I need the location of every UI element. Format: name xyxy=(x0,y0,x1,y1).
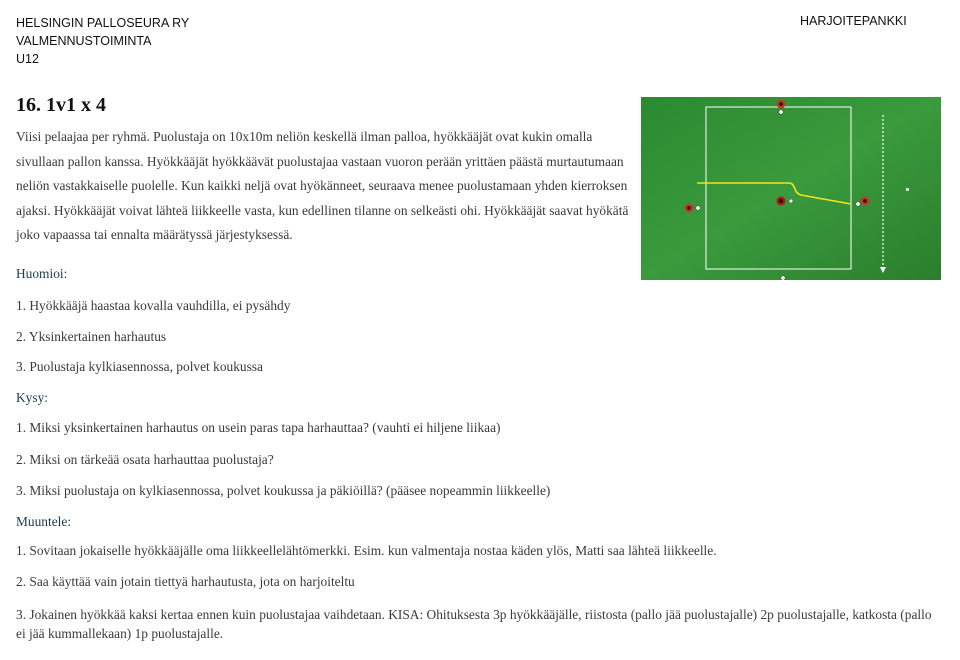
variation-item: 2. Saa käyttää vain jotain tiettyä harhautusta, jota on harjoiteltu xyxy=(16,574,355,589)
question-item: 1. Miksi yksinkertainen harhautus on usein paras tapa harhauttaa? (vauhti ei hiljene liikaa) xyxy=(16,420,501,435)
variations-label: Muuntele: xyxy=(16,514,72,529)
ball-icon xyxy=(781,276,785,280)
notes-item: 2. Yksinkertainen harhautus xyxy=(16,329,167,344)
description: Viisi pelaajaa per ryhmä. Puolustaja on 10x10m neliön keskellä ilman palloa, hyökkääjät ovat kukin omalla sivullaan pallon kanssa. Hyökkääjät hyökkäävät puolustajaa vastaan vuoron perään yrittäen päästä murtautumaan neliön vastakkaiselle puolelle. Kun kaikki neljä ovat hyökänneet, seuraava menee puolustamaan yhden kierroksen ajaksi. Hyökkääjät voivat lähteä liikkeelle vasta, kun edellinen tilanne on selkeästi ohi. Hyökkääjät saavat hyökätä joko vapaassa tai ennalta määrätyssä järjestyksessä. xyxy=(16,129,629,242)
player-icon xyxy=(861,197,870,206)
ball-icon xyxy=(789,199,793,203)
question-item: 3. Miksi puolustaja on kylkiasennossa, polvet koukussa ja päkiöillä? (pääsee nopeammin liikkeelle) xyxy=(16,483,551,498)
bank-title: HARJOITEPANKKI xyxy=(800,14,907,28)
pitch xyxy=(641,97,941,280)
ball-icon xyxy=(779,110,783,114)
page-title: 16. 1v1 x 4 xyxy=(16,94,106,116)
questions-label: Kysy: xyxy=(16,390,48,405)
notes-item: 3. Puolustaja kylkiasennossa, polvet koukussa xyxy=(16,359,263,374)
player-icon xyxy=(685,204,694,213)
cone-icon xyxy=(906,188,909,191)
org-name: HELSINGIN PALLOSEURA RY xyxy=(16,16,190,30)
drill-diagram xyxy=(641,97,941,280)
dept-name: VALMENNUSTOIMINTA xyxy=(16,34,152,48)
notes-item: 1. Hyökkääjä haastaa kovalla vauhdilla, ei pysähdy xyxy=(16,298,291,313)
player-icon xyxy=(777,100,786,109)
notes-label: Huomioi: xyxy=(16,266,68,281)
question-item: 2. Miksi on tärkeää osata harhauttaa puolustaja? xyxy=(16,452,274,467)
ball-icon xyxy=(696,206,700,210)
age-group: U12 xyxy=(16,52,39,66)
ball-icon xyxy=(856,202,860,206)
player-icon xyxy=(777,197,786,206)
variation-item: 3. Jokainen hyökkää kaksi kertaa ennen kuin puolustajaa vaihdetaan. KISA: Ohituksesta 3p hyökkääjälle, riistosta (pallo jää puolustajalle) 2p puolustajalle, katkosta (pallo ei jää kummallekaan) 1p puolustajalle. xyxy=(16,607,932,641)
variation-item: 1. Sovitaan jokaiselle hyökkääjälle oma liikkeellelähtömerkki. Esim. kun valmentaja nostaa käden ylös, Matti saa lähteä liikkeelle. xyxy=(16,543,717,558)
header-left xyxy=(16,14,189,68)
